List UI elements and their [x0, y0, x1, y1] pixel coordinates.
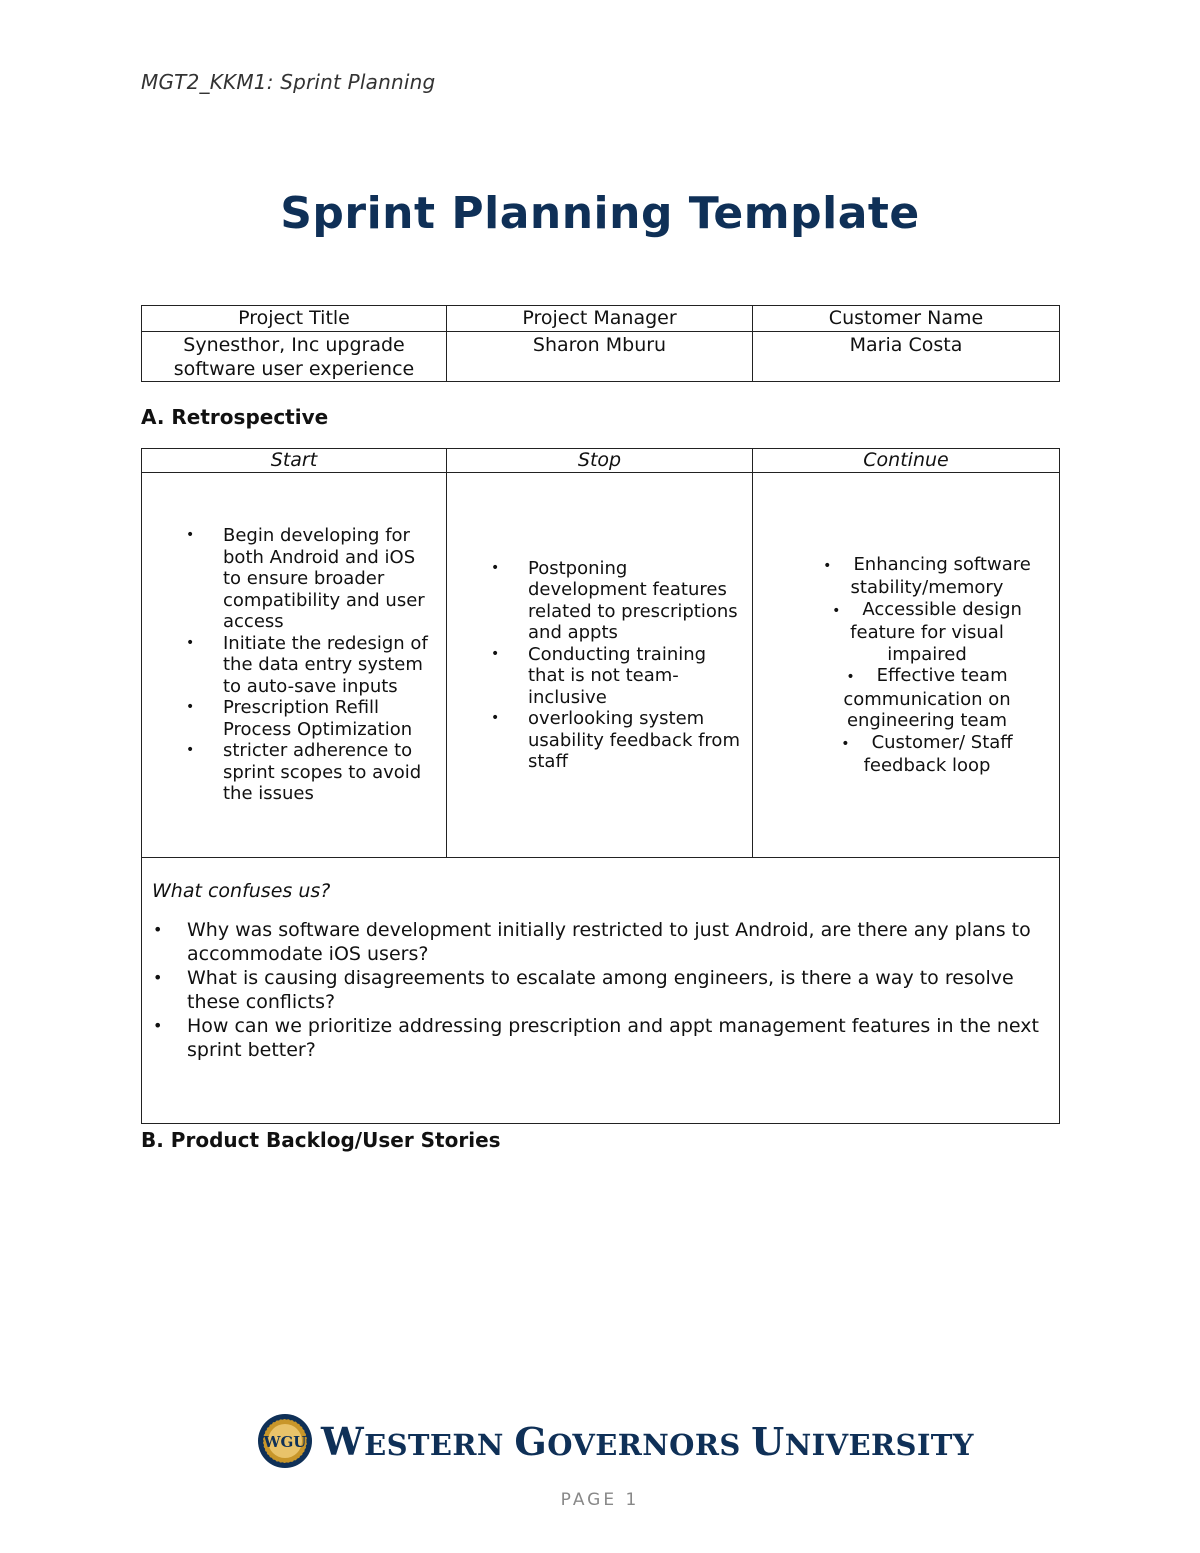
continue-list	[753, 554, 1059, 777]
wgu-logo	[257, 1413, 974, 1469]
customer-name-value: Maria Costa	[753, 332, 1060, 382]
bullet-icon: •	[153, 1016, 163, 1035]
bullet-icon: •	[491, 559, 500, 576]
confuses-item	[153, 1014, 1041, 1062]
stop-item	[491, 643, 744, 709]
bullet-icon: •	[186, 742, 195, 759]
start-list	[142, 525, 446, 805]
confuses-item-text: How can we prioritize addressing prescription and appt management features in the next sprint better?	[187, 1015, 1039, 1061]
confuses-item-text: What is causing disagreements to escalate among engineers, is there a way to resolve these conflicts?	[187, 967, 1014, 1013]
start-item-text: stricter adherence to sprint scopes to avoid the issues	[223, 740, 422, 805]
continue-item-text: Accessible design feature for visual impaired	[850, 598, 1022, 665]
bullet-icon: •	[841, 735, 850, 752]
retrospective-header-row	[142, 449, 1060, 473]
continue-item	[823, 554, 1031, 599]
retrospective-heading: A. Retrospective	[141, 405, 329, 429]
bullet-icon: •	[153, 920, 163, 939]
project-info-table	[141, 305, 1060, 382]
document-header: MGT2_KKM1: Sprint Planning	[141, 70, 436, 94]
continue-cell	[753, 473, 1060, 858]
confuses-item-text: Why was software development initially restricted to just Android, are there any plans to accommodate iOS users?	[187, 919, 1031, 965]
start-cell	[142, 473, 447, 858]
continue-item	[823, 732, 1031, 777]
continue-item	[823, 599, 1031, 666]
stop-item	[491, 708, 744, 773]
start-item-text: Prescription Refill Process Optimization	[223, 697, 413, 740]
bullet-icon: •	[832, 602, 841, 619]
wgu-seal-icon	[257, 1413, 313, 1469]
bullet-icon: •	[846, 669, 855, 685]
page-title: Sprint Planning Template	[280, 188, 920, 239]
stop-item-text: overlooking system usability feedback from staff	[528, 708, 740, 772]
confuses-row	[142, 858, 1060, 1124]
start-item-text: Initiate the redesign of the data entry system to auto-save inputs	[223, 632, 428, 697]
backlog-heading: B. Product Backlog/User Stories	[141, 1128, 501, 1152]
retrospective-items-row	[142, 473, 1060, 858]
stop-list	[447, 558, 752, 773]
start-item	[186, 525, 436, 633]
continue-column-header: Continue	[753, 449, 1060, 473]
continue-item-text: Enhancing software stability/memory	[850, 553, 1031, 598]
continue-item-text: Effective team communication on engineering team	[843, 665, 1011, 731]
bullet-icon: •	[491, 710, 500, 726]
stop-cell	[447, 473, 753, 858]
project-title-value: Synesthor, Inc upgrade software user experience	[142, 332, 447, 382]
bullet-icon: •	[153, 968, 163, 987]
confuses-item	[153, 918, 1041, 966]
start-item	[186, 697, 436, 740]
seal-monogram: WGU	[263, 1433, 307, 1451]
retrospective-table	[141, 448, 1060, 1124]
confuses-item	[153, 966, 1041, 1014]
page-number: PAGE 1	[560, 1490, 640, 1510]
continue-item	[823, 665, 1031, 732]
start-column-header: Start	[142, 449, 447, 473]
bullet-icon: •	[186, 699, 195, 716]
project-manager-value: Sharon Mburu	[447, 332, 753, 382]
bullet-icon: •	[186, 634, 195, 651]
project-info-header-row	[142, 306, 1060, 332]
bullet-icon: •	[186, 527, 195, 544]
stop-item	[491, 557, 744, 644]
project-manager-header: Project Manager	[447, 306, 753, 332]
stop-column-header: Stop	[447, 449, 753, 473]
confuses-cell	[142, 858, 1060, 1124]
bullet-icon: •	[823, 557, 832, 574]
stop-item-text: Postponing development features related to prescriptions and appts	[528, 557, 738, 643]
start-item	[186, 740, 436, 805]
start-item-text: Begin developing for both Android and iOS to ensure broader compatibility and user access	[223, 525, 425, 633]
wgu-wordmark: WESTERN GOVERNORS UNIVERSITY	[321, 1418, 974, 1464]
project-title-header: Project Title	[142, 306, 447, 332]
stop-item-text: Conducting training that is not team-inclusive	[528, 643, 707, 708]
start-item	[186, 632, 436, 698]
project-info-value-row	[142, 332, 1060, 382]
confuses-heading: What confuses us?	[152, 880, 331, 902]
confuses-list	[152, 918, 1041, 1062]
bullet-icon: •	[491, 645, 500, 662]
continue-item-text: Customer/ Staff feedback loop	[863, 731, 1013, 776]
customer-name-header: Customer Name	[753, 306, 1060, 332]
